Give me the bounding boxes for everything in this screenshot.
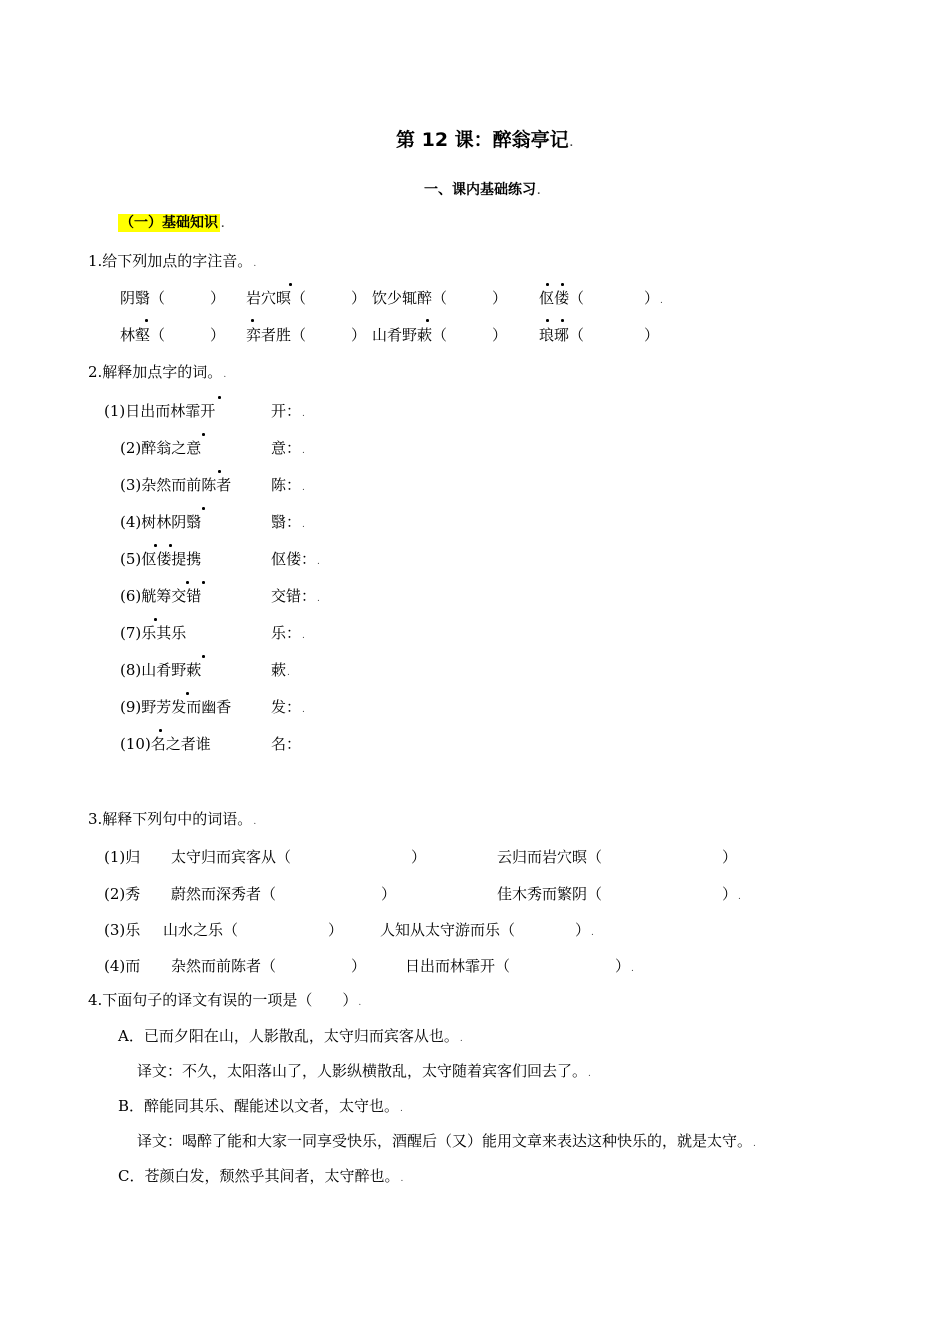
q2-phrase: (10)名之者谁 [120,735,211,753]
emphasis-dot [426,319,429,322]
q3-sentence: 太守归而宾客从（ ） [171,848,427,866]
subsection-heading: （一）基础知识 . [120,215,225,231]
q3-key: (4)而 [104,957,141,975]
section-heading: 一、课内基础练习. [424,182,541,198]
emphasis-dot [561,283,564,286]
q3-sentence: 云归而岩穴暝（ ） [497,848,738,866]
q1-item: 林壑（ ） [120,326,226,344]
q2-phrase: (6)觥筹交错 [120,587,202,605]
emphasis-dot [251,319,254,322]
q2-answer: 乐：. [271,624,305,642]
q2-phrase: (8)山肴野蔌 [120,661,202,679]
q3-sentence: 人知从太守游而乐（ ）. [380,921,594,939]
q3-sentence: 日出而林霏开（ ）. [405,957,634,975]
q2-prompt: 2.解释加点字的词。. [88,363,227,381]
emphasis-dot [546,319,549,322]
q2-answer: 蔌. [271,661,290,679]
q1-item: 伛偻（ ）. [539,289,663,307]
page-title: 第 12 课：醉翁亭记. [396,129,574,151]
q4-prompt: 4.下面句子的译文有误的一项是（ ）. [88,991,362,1009]
emphasis-dot [202,655,205,658]
q2-phrase: (1)日出而林霏开 [104,402,216,420]
emphasis-dot [289,283,292,286]
q2-answer: 陈：. [271,476,305,494]
emphasis-dot [546,283,549,286]
q2-phrase: (4)树林阴翳 [120,513,202,531]
q2-answer: 伛偻：. [271,550,320,568]
emphasis-dot [169,544,172,547]
q4-translation: 译文：喝醉了能和大家一同享受快乐，酒醒后（又）能用文章来表达这种快乐的，就是太守。. [137,1132,756,1150]
q3-key: (3)乐 [104,921,141,939]
q1-item: 琅琊（ ） [539,326,660,344]
q2-phrase: (2)醉翁之意 [120,439,202,457]
q3-sentence: 山水之乐（ ） [163,921,344,939]
emphasis-dot [186,692,189,695]
emphasis-dot [202,507,205,510]
q4-option: A．已而夕阳在山，人影散乱，太守归而宾客从也。. [118,1027,463,1045]
q2-phrase: (7)乐其乐 [120,624,187,642]
emphasis-dot [561,319,564,322]
q2-answer: 名： [271,735,302,753]
q3-key: (2)秀 [104,885,141,903]
q4-option: C．苍颜白发，颓然乎其间者，太守醉也。. [118,1167,404,1185]
emphasis-dot [159,729,162,732]
q4-option: B．醉能同其乐、醒能述以文者，太守也。. [118,1097,403,1115]
q1-item: 阴翳（ ） [120,289,226,307]
q2-phrase: (9)野芳发而幽香 [120,698,232,716]
emphasis-dot [145,319,148,322]
q2-phrase: (5)伛偻提携 [120,550,202,568]
q1-item: 弈者胜（ ） [246,326,367,344]
q2-answer: 翳：. [271,513,305,531]
q1-item: 岩穴暝（ ） [246,289,367,307]
q3-key: (1)归 [104,848,141,866]
q4-translation: 译文：不久，太阳落山了，人影纵横散乱，太守随着宾客们回去了。. [137,1062,591,1080]
q2-answer: 交错：. [271,587,320,605]
q3-sentence: 蔚然而深秀者（ ） [171,885,397,903]
q2-phrase: (3)杂然而前陈者 [120,476,232,494]
q2-answer: 发：. [271,698,305,716]
q2-answer: 开：. [271,402,305,420]
emphasis-dot [154,618,157,621]
emphasis-dot [202,433,205,436]
q2-answer: 意：. [271,439,305,457]
q1-prompt: 1.给下列加点的字注音。. [88,252,257,270]
emphasis-dot [218,396,221,399]
q3-sentence: 佳木秀而繁阴（ ）. [497,885,741,903]
q3-sentence: 杂然而前陈者（ ） [171,957,367,975]
q1-item: 山肴野蔌（ ） [372,326,508,344]
emphasis-dot [186,581,189,584]
q1-item: 饮少辄醉（ ） [372,289,508,307]
emphasis-dot [218,470,221,473]
emphasis-dot [154,544,157,547]
emphasis-dot [202,581,205,584]
q3-prompt: 3.解释下列句中的词语。. [88,810,257,828]
